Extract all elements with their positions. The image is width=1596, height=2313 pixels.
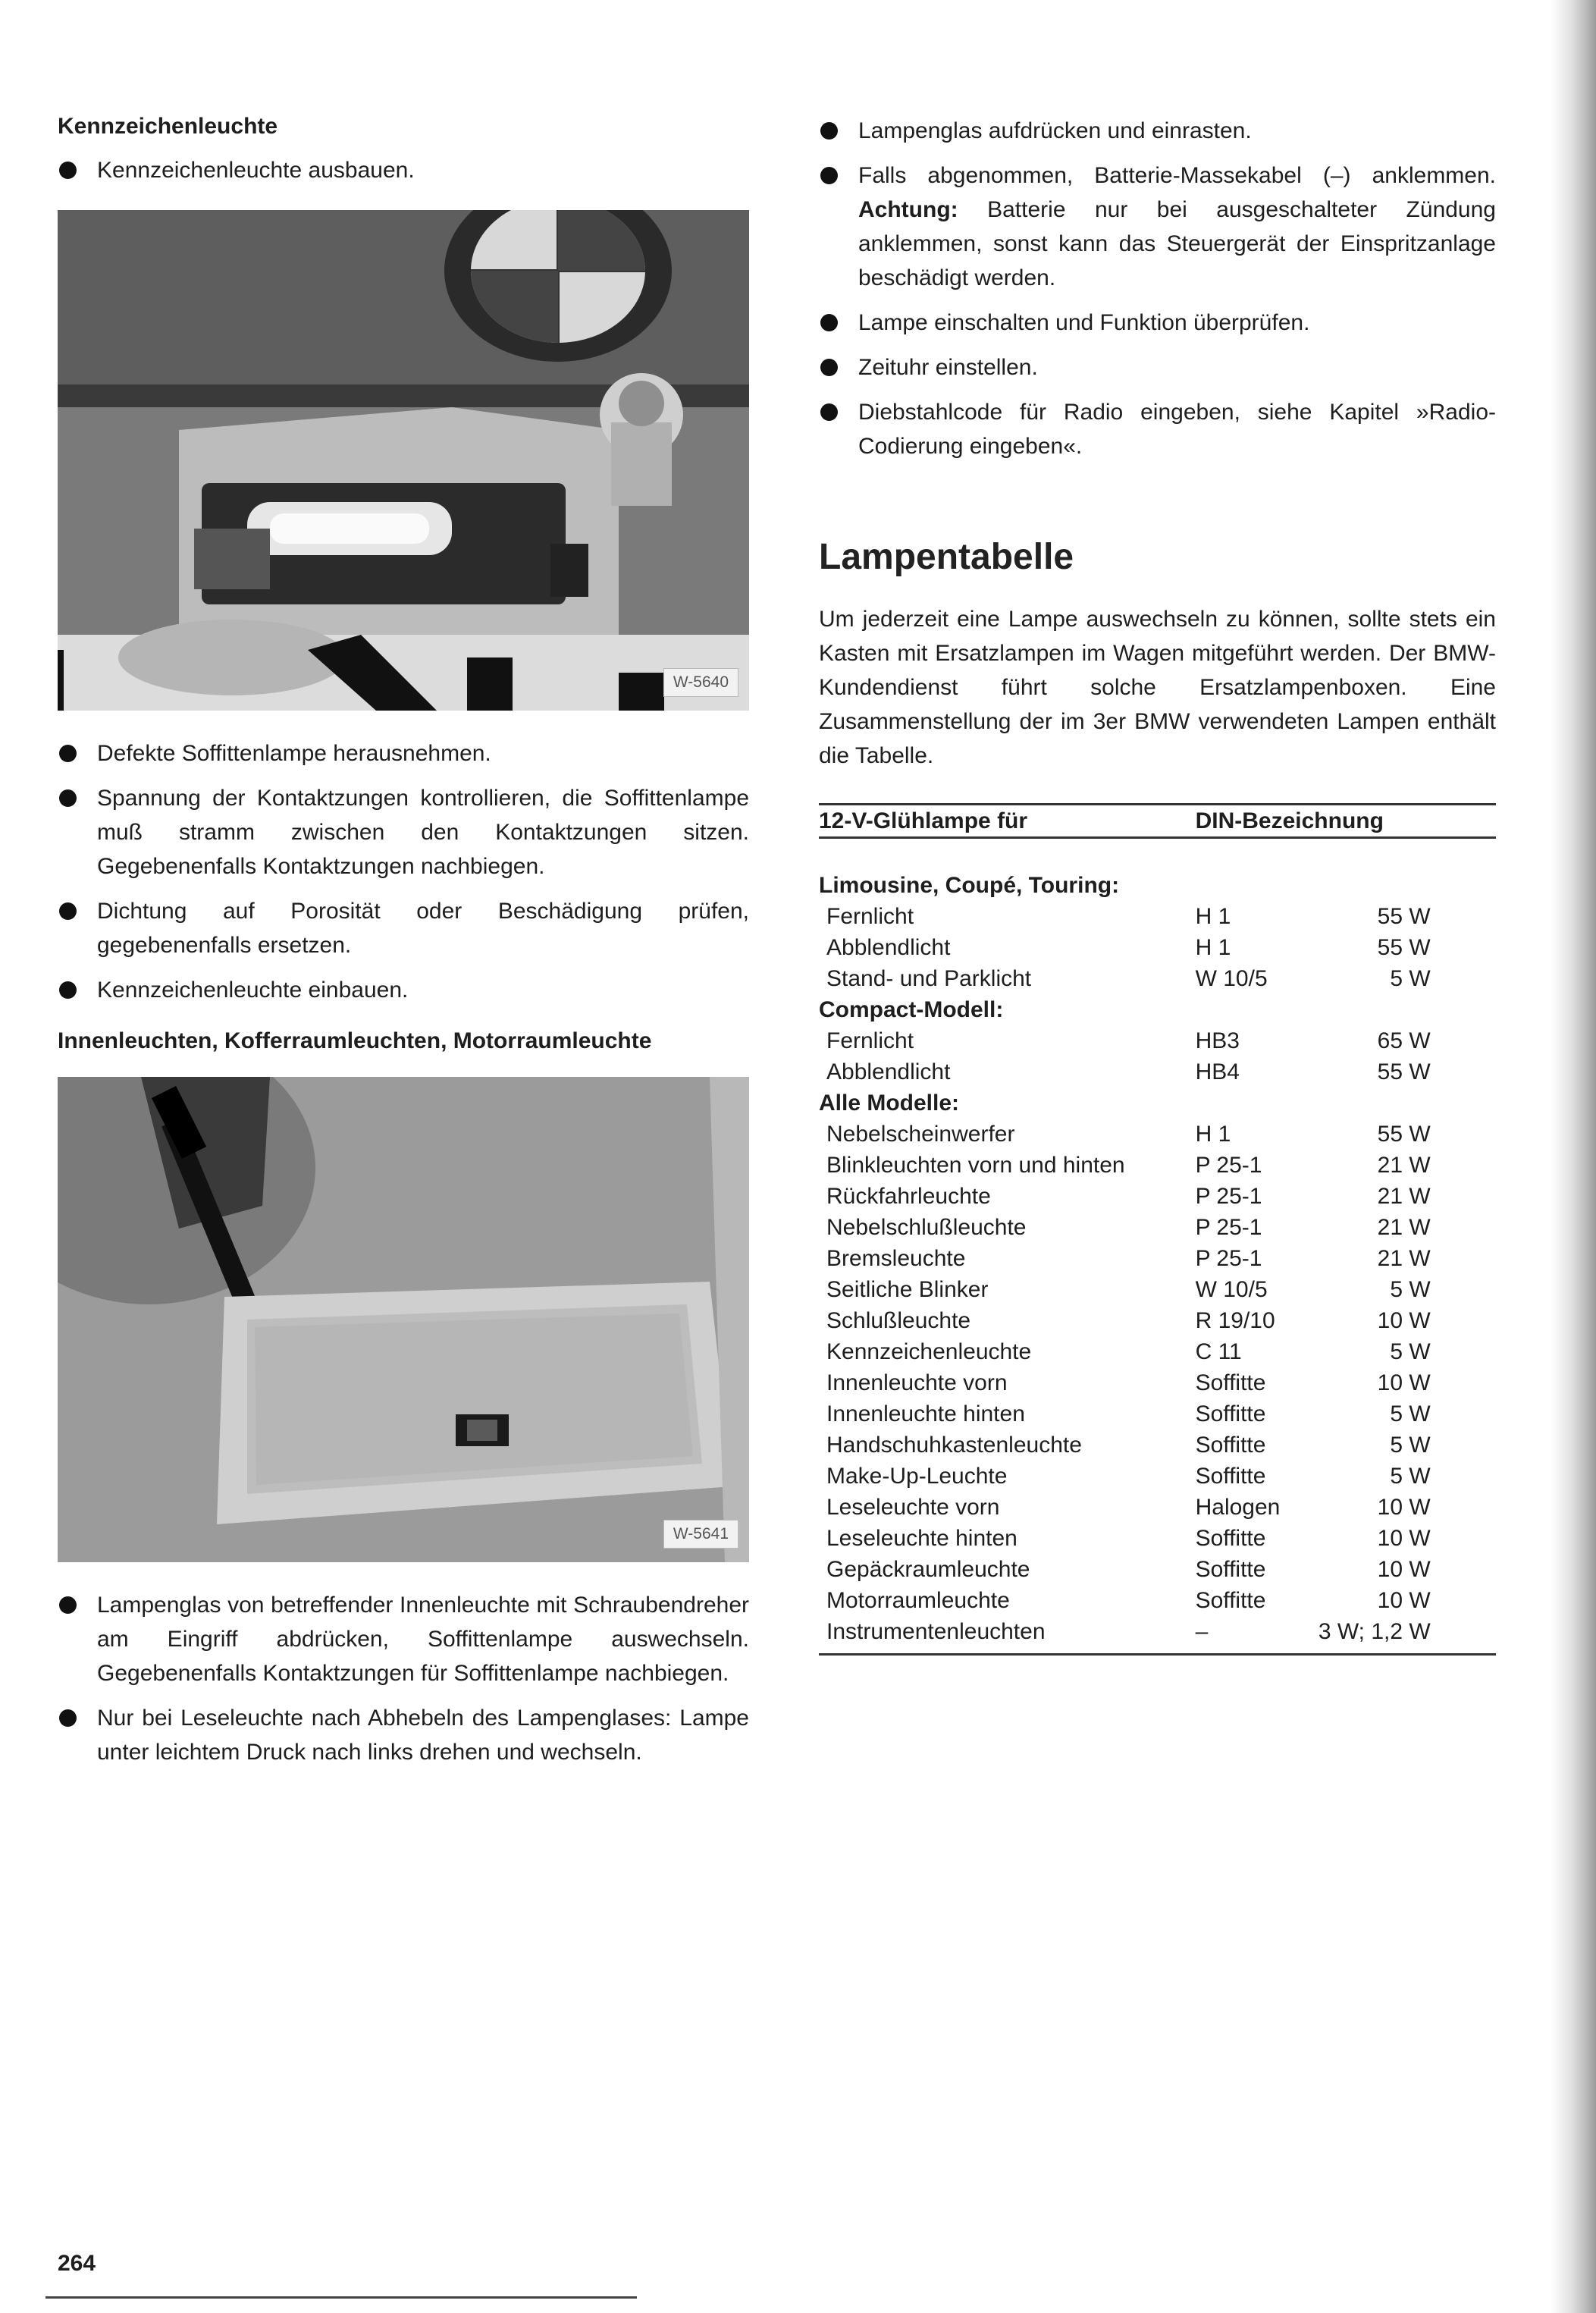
wattage-cell: 10 W (1377, 1557, 1431, 1582)
lamp-name-cell: Leseleuchte hinten (826, 1526, 1017, 1551)
table-row (819, 1336, 1496, 1367)
lamp-name-cell: Blinkleuchten vorn und hinten (826, 1153, 1125, 1178)
group-label: Limousine, Coupé, Touring: (819, 873, 1120, 898)
lamp-table (819, 803, 1496, 1656)
table-pad-cell (1431, 901, 1496, 932)
lamp-name-cell: Motorraumleuchte (826, 1588, 1010, 1613)
bullet-text: Spannung der Kontaktzungen kontrollieren, die Soffittenlampe muß stramm zwischen den Kontaktzungen sitzen. Gegebenenfalls Kontaktzungen nachbiegen. (97, 786, 749, 879)
din-code-cell: Soffitte (1195, 1401, 1266, 1426)
group-label: Alle Modelle: (819, 1091, 960, 1116)
bullet-item (58, 736, 749, 770)
bullet-item (58, 1701, 749, 1769)
bullet-icon (820, 122, 838, 140)
wattage-cell: 5 W (1390, 1339, 1431, 1364)
table-pad-cell (1431, 1461, 1496, 1492)
figure-label: W-5640 (663, 668, 738, 697)
table-row (819, 1585, 1496, 1616)
table-row (819, 901, 1496, 932)
table-row (819, 1398, 1496, 1430)
table-pad-cell (1431, 1492, 1496, 1523)
wattage-cell: 10 W (1377, 1370, 1431, 1395)
lamp-name-cell: Seitliche Blinker (826, 1277, 989, 1302)
bullet-text: Kennzeichenleuchte ausbauen. (97, 158, 415, 183)
din-code-cell: P 25-1 (1195, 1184, 1262, 1209)
bullet-text: Nur bei Leseleuchte nach Abhebeln des Lampenglases: Lampe unter leichtem Druck nach links drehen und wechseln. (97, 1706, 749, 1765)
lamp-name-cell: Make-Up-Leuchte (826, 1464, 1008, 1489)
bullet-icon (820, 167, 838, 184)
din-code-cell: HB3 (1195, 1028, 1240, 1053)
wattage-cell: 65 W (1377, 1028, 1431, 1053)
figure-label: W-5641 (663, 1520, 738, 1549)
lamp-name-cell: Handschuhkastenleuchte (826, 1433, 1082, 1458)
right-column (819, 114, 1496, 1656)
left-column (58, 114, 749, 1780)
table-header-row (819, 805, 1496, 838)
lamp-name-cell: Kennzeichenleuchte (826, 1339, 1032, 1364)
bullet-icon (820, 359, 838, 376)
din-code-cell: Soffitte (1195, 1370, 1266, 1395)
din-code-cell: P 25-1 (1195, 1246, 1262, 1271)
table-pad-cell (1431, 1212, 1496, 1243)
lamp-name-cell: Fernlicht (826, 904, 914, 929)
lamp-name-cell: Fernlicht (826, 1028, 914, 1053)
bullet-text: Zeituhr einstellen. (858, 355, 1038, 380)
din-code-cell: P 25-1 (1195, 1153, 1262, 1178)
bullet-item (58, 973, 749, 1007)
din-code-cell: Halogen (1195, 1495, 1281, 1520)
wattage-cell: 21 W (1377, 1153, 1431, 1178)
lamp-name-cell: Leseleuchte vorn (826, 1495, 1000, 1520)
din-code-cell: W 10/5 (1195, 1277, 1268, 1302)
din-code-cell: Soffitte (1195, 1433, 1266, 1458)
table-spacer (819, 838, 1496, 871)
photo-interior-light (58, 1077, 749, 1562)
bullet-icon (820, 314, 838, 331)
bullet-icon (820, 403, 838, 421)
wattage-cell: 21 W (1377, 1215, 1431, 1240)
table-group-body (819, 1119, 1496, 1655)
table-row (819, 1212, 1496, 1243)
wattage-cell: 5 W (1390, 1433, 1431, 1458)
bullet-item (819, 306, 1496, 340)
bullet-item (58, 781, 749, 883)
table-pad-cell (1431, 1056, 1496, 1087)
din-code-cell: W 10/5 (1195, 966, 1268, 991)
lamp-name-cell: Abblendlicht (826, 935, 951, 960)
wattage-cell: 55 W (1377, 904, 1431, 929)
lamp-name-cell: Innenleuchte hinten (826, 1401, 1025, 1426)
table-pad-cell (1431, 1367, 1496, 1398)
table-pad-cell (1431, 932, 1496, 963)
bullet-icon (59, 789, 77, 807)
wattage-cell: 5 W (1390, 1464, 1431, 1489)
table-row (819, 1554, 1496, 1585)
bullet-item (58, 153, 749, 187)
bullet-item (58, 894, 749, 962)
table-group-body (819, 901, 1496, 994)
lamp-name-cell: Schlußleuchte (826, 1308, 971, 1333)
table-group-row (819, 1087, 1496, 1119)
table-row (819, 1243, 1496, 1274)
wattage-cell: 55 W (1377, 935, 1431, 960)
section-title-lampentabelle: Lampentabelle (819, 537, 1074, 577)
table-pad-cell (1431, 1616, 1496, 1655)
bullet-text: Lampenglas von betreffender Innenleuchte mit Schraubendreher am Eingriff abdrücken, Soffittenlampe auswechseln. Gegebenenfalls Kontaktzungen für Soffittenlampe nachbiegen. (97, 1593, 749, 1686)
column-header-lamp: 12-V-Glühlampe für (819, 805, 1196, 838)
lamp-name-cell: Stand- und Parklicht (826, 966, 1032, 991)
bullet-icon (59, 902, 77, 920)
heading-innenleuchten: Innenleuchten, Kofferraumleuchten, Motorraumleuchte (58, 1028, 652, 1053)
table-row (819, 1181, 1496, 1212)
table-pad-cell (1431, 1119, 1496, 1150)
table-pad-cell (1431, 1430, 1496, 1461)
lamp-name-cell: Instrumentenleuchten (819, 1616, 1196, 1655)
bullet-text: Kennzeichenleuchte einbauen. (97, 978, 409, 1003)
din-code-cell: Soffitte (1195, 1526, 1266, 1551)
wattage-cell: 55 W (1377, 1059, 1431, 1084)
page-number: 264 (58, 2251, 96, 2276)
table-row (819, 1119, 1496, 1150)
lamp-name-cell: Nebelschlußleuchte (826, 1215, 1027, 1240)
bullet-item (819, 114, 1496, 148)
din-code-cell: H 1 (1195, 1122, 1231, 1147)
bullet-item (819, 395, 1496, 463)
table-pad-cell (1431, 1523, 1496, 1554)
photo-license-plate-light (58, 210, 749, 711)
table-row (819, 932, 1496, 963)
wattage-cell: 5 W (1390, 1401, 1431, 1426)
bullet-text: Lampenglas aufdrücken und einrasten. (858, 118, 1252, 143)
warning-text: Batterie nur bei ausgeschalteter Zündung anklemmen, sonst kann das Steuergerät der Einspritzanlage beschädigt werden. (858, 197, 1496, 290)
lamp-name-cell: Innenleuchte vorn (826, 1370, 1008, 1395)
table-group-row (819, 870, 1496, 901)
table-row (819, 1056, 1496, 1087)
bullet-icon (59, 981, 77, 999)
table-row (819, 1305, 1496, 1336)
din-code-cell: HB4 (1195, 1059, 1240, 1084)
din-code-cell: Soffitte (1195, 1557, 1266, 1582)
interior-light-photo (58, 1077, 749, 1562)
bullet-text: Defekte Soffittenlampe herausnehmen. (97, 741, 491, 766)
table-row (819, 1367, 1496, 1398)
wattage-cell: 55 W (1377, 1122, 1431, 1147)
lamp-name-cell: Gepäckraumleuchte (826, 1557, 1030, 1582)
bullet-item (819, 158, 1496, 295)
din-code-cell: H 1 (1195, 904, 1231, 929)
group-label: Compact-Modell: (819, 997, 1004, 1022)
table-pad-cell (1431, 1305, 1496, 1336)
table-pad-cell (1431, 1025, 1496, 1056)
page-edge-shadow (1551, 0, 1596, 2313)
wattage-cell: 3 W; 1,2 W (1319, 1616, 1431, 1655)
table-pad-cell (1431, 1181, 1496, 1212)
footer-rule (45, 2296, 637, 2299)
bullet-text: Lampe einschalten und Funktion überprüfen. (858, 310, 1310, 335)
wattage-cell: 5 W (1390, 1277, 1431, 1302)
table-pad-cell (1431, 1150, 1496, 1181)
wattage-cell: 21 W (1377, 1184, 1431, 1209)
bullet-text: Falls abgenommen, Batterie-Massekabel (–) anklemmen. (858, 163, 1496, 188)
intro-paragraph: Um jederzeit eine Lampe auswechseln zu können, sollte stets ein Kasten mit Ersatzlampen im Wagen mitgeführt werden. Der BMW-Kundendienst führt solche Ersatzlampenboxen. Eine Zusammenstellung der im 3er BMW verwendeten Lampen enthält die Tabelle. (819, 607, 1496, 768)
table-pad-cell (1431, 1274, 1496, 1305)
lamp-name-cell: Bremsleuchte (826, 1246, 966, 1271)
table-row (819, 1025, 1496, 1056)
table-row (819, 1150, 1496, 1181)
bullet-item (58, 1588, 749, 1690)
table-pad-cell (1431, 1585, 1496, 1616)
table-row (819, 1492, 1496, 1523)
din-code-cell: – (1196, 1616, 1319, 1655)
wattage-cell: 10 W (1377, 1526, 1431, 1551)
din-code-cell: H 1 (1195, 935, 1231, 960)
din-code-cell: R 19/10 (1195, 1308, 1275, 1333)
bullet-text: Diebstahlcode für Radio eingeben, siehe Kapitel »Radio-Codierung eingeben«. (858, 400, 1496, 459)
table-row (819, 1523, 1496, 1554)
wattage-cell: 10 W (1377, 1308, 1431, 1333)
lamp-name-cell: Nebelscheinwerfer (826, 1122, 1015, 1147)
lamp-name-cell: Rückfahrleuchte (826, 1184, 991, 1209)
heading-kennzeichenleuchte: Kennzeichenleuchte (58, 114, 278, 139)
bullet-icon (59, 1596, 77, 1614)
wattage-cell: 10 W (1377, 1588, 1431, 1613)
table-pad-cell (1431, 1336, 1496, 1367)
wattage-cell: 5 W (1390, 966, 1431, 991)
wattage-cell: 10 W (1377, 1495, 1431, 1520)
table-pad-cell (1431, 1554, 1496, 1585)
bullet-text: Dichtung auf Porosität oder Beschädigung prüfen, gegebenenfalls ersetzen. (97, 899, 749, 958)
table-pad-cell (1431, 963, 1496, 994)
wattage-cell: 21 W (1377, 1246, 1431, 1271)
license-plate-light-photo (58, 210, 749, 711)
table-row (819, 1461, 1496, 1492)
bullet-icon (59, 1709, 77, 1727)
bullet-icon (59, 745, 77, 762)
din-code-cell: C 11 (1195, 1339, 1242, 1364)
table-row (819, 963, 1496, 994)
din-code-cell: Soffitte (1195, 1464, 1266, 1489)
column-header-din: DIN-Bezeichnung (1196, 805, 1496, 838)
table-pad-cell (1431, 1243, 1496, 1274)
lamp-name-cell: Abblendlicht (826, 1059, 951, 1084)
bullet-item (819, 350, 1496, 384)
table-row (819, 1430, 1496, 1461)
table-pad-cell (1431, 1398, 1496, 1430)
din-code-cell: P 25-1 (1195, 1215, 1262, 1240)
din-code-cell: Soffitte (1195, 1588, 1266, 1613)
table-row (819, 1616, 1496, 1655)
table-row (819, 1274, 1496, 1305)
warning-label: Achtung: (858, 197, 958, 222)
table-group-body (819, 1025, 1496, 1087)
bullet-icon (59, 162, 77, 179)
table-group-row (819, 994, 1496, 1025)
